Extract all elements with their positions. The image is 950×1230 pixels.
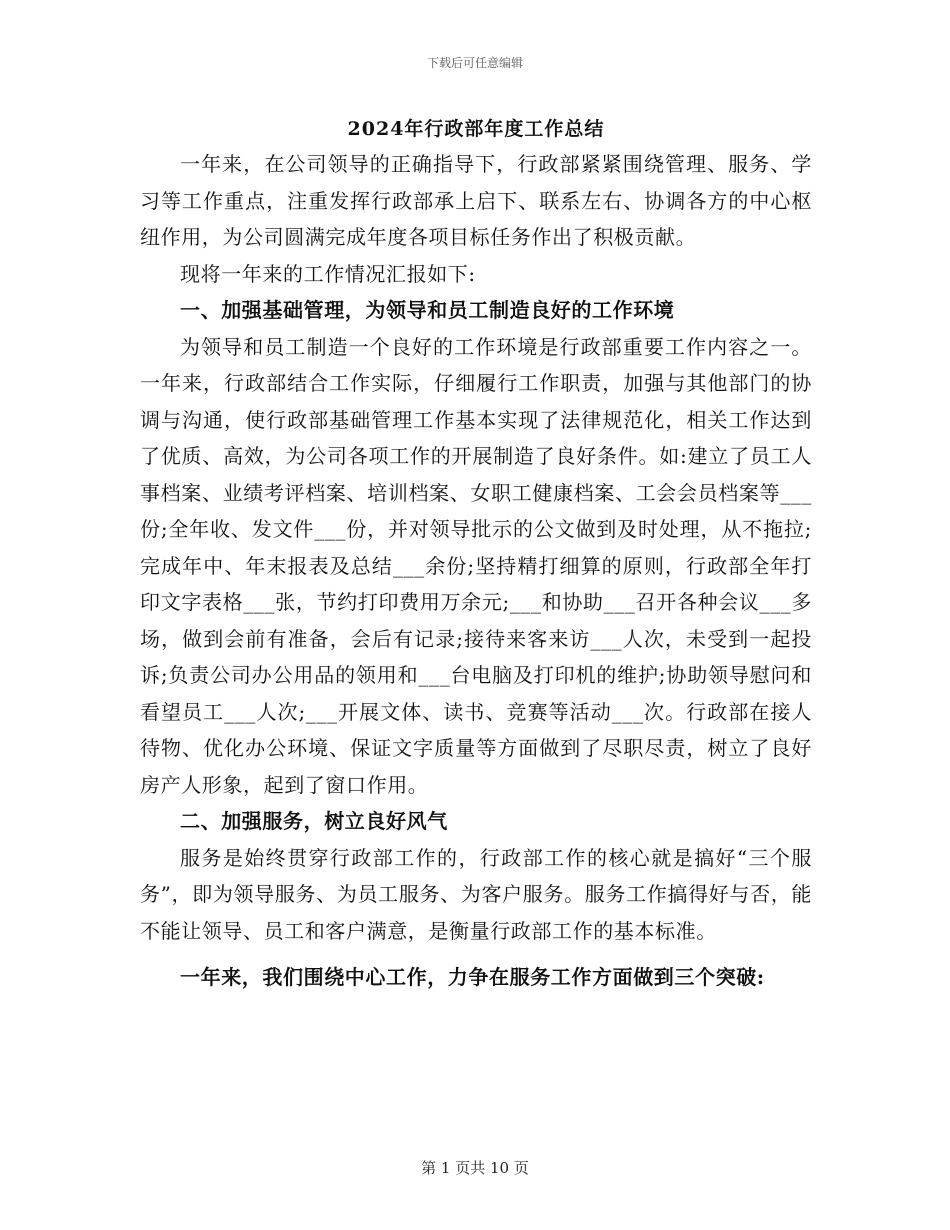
section-1-body: 为领导和员工制造一个良好的工作环境是行政部重要工作内容之一。一年来，行政部结合工作实际，仔细履行工作职责，加强与其他部门的协调与沟通，使行政部基础管理工作基本实现了法律规范化，相关工作达到了优质、高效，为公司各项工作的开展制造了良好条件。如:建立了员工人事档案、业绩考评档案、培训档案、女职工健康档案、工会会员档案等___份;全年收、发文件___份，并对领导批示的公文做到及时处理，从不拖拉;完成年中、年末报表及总结___余份;坚持精打细算的原则，行政部全年打印文字表格___张，节约打印费用万余元;___和协助___召开各种会议___多场，做到会前有准备，会后有记录;接待来客来访___人次，未受到一起投诉;负责公司办公用品的领用和___台电脑及打印机的维护;协助领导慰问和看望员工___人次;___开展文体、读书、竞赛等活动___次。行政部在接人待物、优化办公环境、保证文字质量等方面做到了尽职尽责，树立了良好房产人形象，起到了窗口作用。 — [140, 334, 812, 797]
section-2-heading: 二、加强服务，树立良好风气 — [180, 809, 448, 833]
intro-paragraph: 一年来，在公司领导的正确指导下，行政部紧紧围绕管理、服务、学习等工作重点，注重发挥行政部承上启下、联系左右、协调各方的中心枢纽作用，为公司圆满完成年度各项目标任务作出了积极贡献。 — [140, 152, 812, 249]
document-body — [140, 112, 812, 996]
report-paragraph: 现将一年来的工作情况汇报如下: — [180, 261, 476, 286]
header-note: 下载后可任意编辑 — [426, 56, 523, 70]
document-title: 2024年行政部年度工作总结 — [347, 118, 605, 140]
page-footer: 第 1 页共 10 页 — [421, 1159, 529, 1177]
section-2-body: 服务是始终贯穿行政部工作的，行政部工作的核心就是搞好“三个服务”，即为领导服务、为员工服务、为客户服务。服务工作搞得好与否，能不能让领导、员工和客户满意，是衡量行政部工作的基本标准。 — [140, 845, 812, 943]
section-1-heading: 一、加强基础管理，为领导和员工制造良好的工作环境 — [180, 298, 675, 322]
section-2-bold-line: 一年来，我们围绕中心工作，力争在服务工作方面做到三个突破: — [180, 965, 765, 989]
